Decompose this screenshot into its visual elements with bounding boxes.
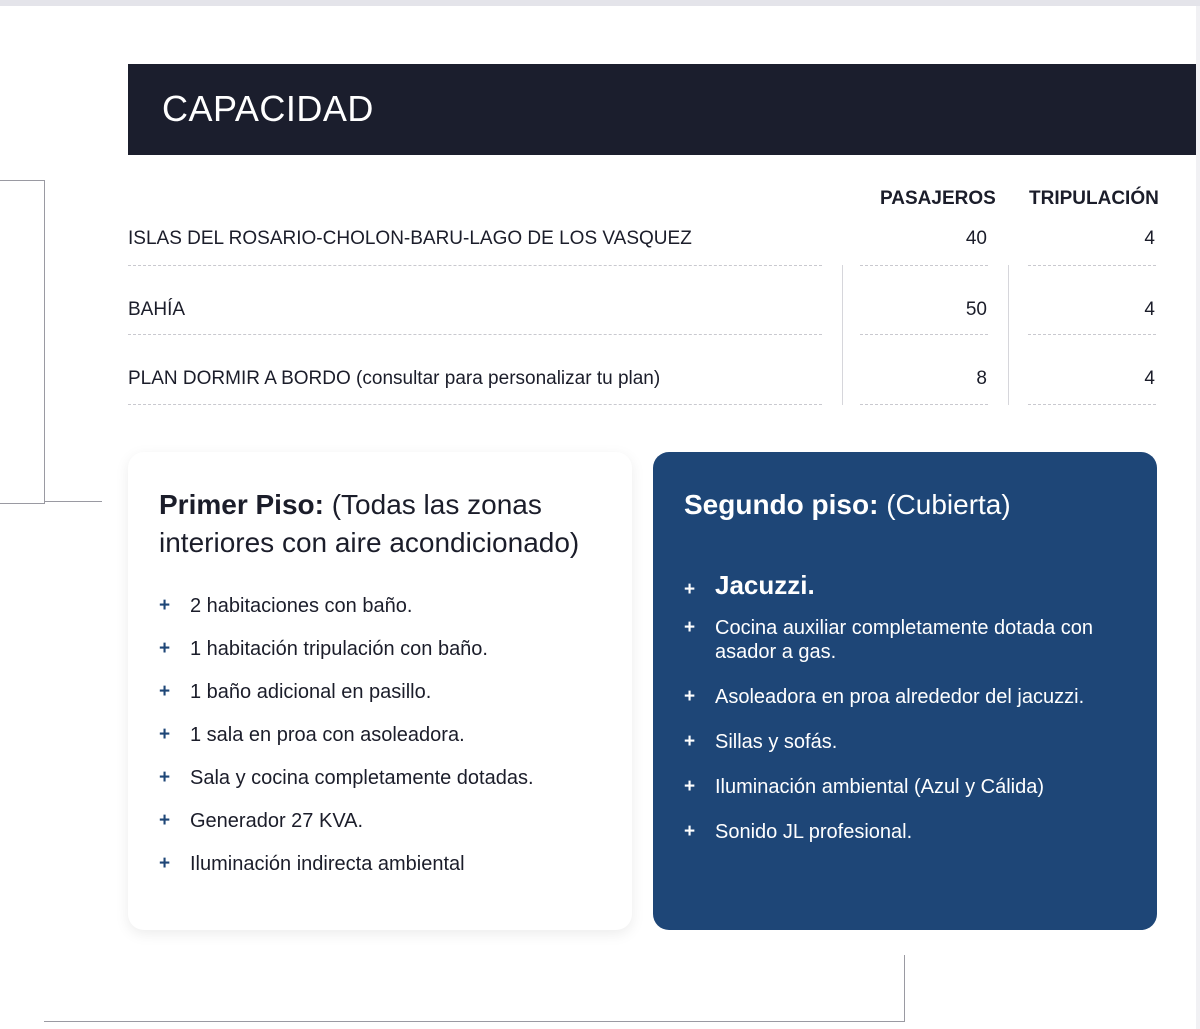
feature-text: 2 habitaciones con baño. xyxy=(190,595,413,617)
second-floor-features xyxy=(684,569,1144,865)
feature-text: Sala y cocina completamente dotadas. xyxy=(190,767,534,789)
plus-icon: + xyxy=(684,821,696,842)
plus-icon: + xyxy=(159,638,171,659)
first-floor-title-rest: (Todas las zonas interiores con aire acondicionado) xyxy=(159,489,580,558)
row-divider xyxy=(1028,404,1156,405)
row-divider xyxy=(128,265,822,266)
plus-icon: + xyxy=(684,731,696,752)
list-item xyxy=(684,775,1144,799)
second-floor-title xyxy=(684,486,1144,524)
passengers-value: 8 xyxy=(976,368,987,389)
list-item xyxy=(684,730,1144,754)
list-item xyxy=(159,809,619,833)
plus-icon: + xyxy=(159,595,171,616)
row-divider xyxy=(860,265,988,266)
column-header-crew: TRIPULACIÓN xyxy=(1029,188,1159,209)
row-divider xyxy=(128,334,822,335)
list-item xyxy=(159,594,619,618)
feature-text: Iluminación indirecta ambiental xyxy=(190,853,465,875)
decorative-frame-line xyxy=(44,501,102,502)
feature-text: Sillas y sofás. xyxy=(715,731,838,753)
plus-icon: + xyxy=(684,617,696,638)
feature-text: 1 habitación tripulación con baño. xyxy=(190,638,488,660)
feature-text: Cocina auxiliar completamente dotada con asador a gas. xyxy=(715,617,1093,663)
second-floor-title-bold: Segundo piso: xyxy=(684,489,879,520)
list-item xyxy=(159,766,619,790)
row-divider xyxy=(128,404,822,405)
list-item xyxy=(684,820,1144,844)
plus-icon: + xyxy=(159,681,171,702)
route-label: ISLAS DEL ROSARIO-CHOLON-BARU-LAGO DE LOS VASQUEZ xyxy=(128,228,692,249)
crew-value: 4 xyxy=(1144,228,1155,249)
feature-text: 1 sala en proa con asoleadora. xyxy=(190,724,465,746)
capacity-header-bar xyxy=(128,64,1196,155)
feature-text: Generador 27 KVA. xyxy=(190,810,364,832)
crew-value: 4 xyxy=(1144,299,1155,320)
first-floor-title xyxy=(159,486,619,562)
list-item xyxy=(684,569,1144,601)
plus-icon: + xyxy=(159,724,171,745)
feature-text: Jacuzzi. xyxy=(715,570,815,600)
plus-icon: + xyxy=(684,686,696,707)
crew-value: 4 xyxy=(1144,368,1155,389)
second-floor-card xyxy=(653,452,1157,930)
column-separator xyxy=(842,265,843,405)
plus-icon: + xyxy=(159,767,171,788)
plus-icon: + xyxy=(159,810,171,831)
list-item xyxy=(684,616,1144,664)
top-border xyxy=(0,0,1200,6)
route-label: PLAN DORMIR A BORDO (consultar para personalizar tu plan) xyxy=(128,368,661,389)
row-divider xyxy=(1028,334,1156,335)
route-label: BAHÍA xyxy=(128,299,186,320)
first-floor-card xyxy=(128,452,632,930)
row-divider xyxy=(860,334,988,335)
plus-icon: + xyxy=(159,853,171,874)
list-item xyxy=(159,637,619,661)
second-floor-title-rest: (Cubierta) xyxy=(878,489,1011,520)
column-header-passengers: PASAJEROS xyxy=(880,188,996,209)
row-divider xyxy=(1028,265,1156,266)
first-floor-features xyxy=(159,594,619,895)
list-item xyxy=(159,852,619,876)
section-title: CAPACIDAD xyxy=(162,88,374,129)
feature-text: 1 baño adicional en pasillo. xyxy=(190,681,432,703)
plus-icon: + xyxy=(684,579,696,600)
list-item xyxy=(159,723,619,747)
feature-text: Sonido JL profesional. xyxy=(715,821,913,843)
feature-text: Iluminación ambiental (Azul y Cálida) xyxy=(715,776,1045,798)
plus-icon: + xyxy=(684,776,696,797)
list-item xyxy=(684,685,1144,709)
column-separator xyxy=(1008,265,1009,405)
list-item xyxy=(159,680,619,704)
passengers-value: 40 xyxy=(965,228,987,249)
row-divider xyxy=(860,404,988,405)
first-floor-title-bold: Primer Piso: xyxy=(159,489,324,520)
feature-text: Asoleadora en proa alrededor del jacuzzi. xyxy=(715,686,1085,708)
decorative-frame-line xyxy=(44,955,905,1022)
decorative-frame-line xyxy=(0,180,45,504)
right-edge xyxy=(1196,6,1200,1029)
passengers-value: 50 xyxy=(965,299,987,320)
